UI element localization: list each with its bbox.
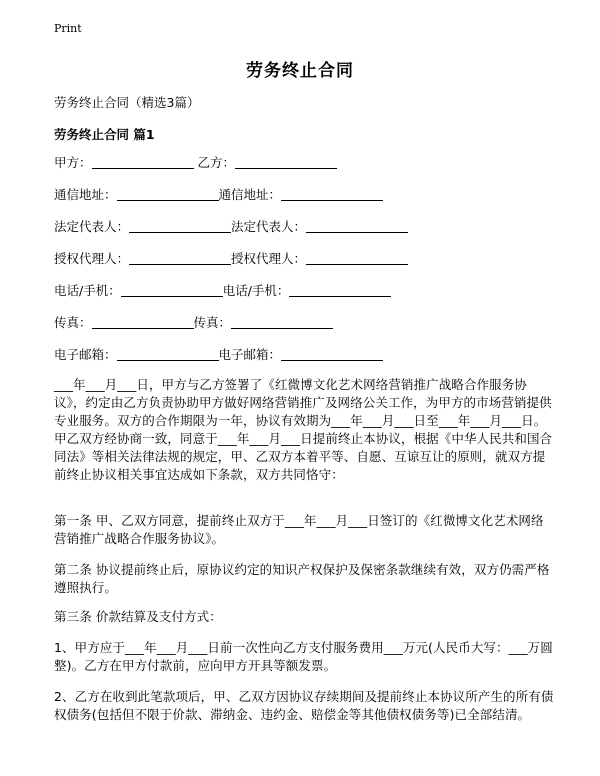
blank-representative-b [306,220,408,233]
paragraph-preamble: ___年___月___日，甲方与乙方签署了《红微博文化艺术网络营销推广战略合作服务协议》，约定由乙方负责协助甲方做好网络营销推广及网络公关工作，为甲方的市场营销提供专业服务。双方的合作期限为一年，协议有效期为___年___月___日至___年___月___日。甲乙双方经协商一致，同意于___年___月___日提前终止本协议，根据《中华人民共和国合同法》等相关法律法规的规定，甲、乙双方本着平等、自愿、互谅互让的原则，就双方提前终止协议相关事宜达成如下条款，双方共同恪守： [54,377,553,482]
paragraph-clause-2: 2、乙方在收到此笔款项后，甲、乙双方因协议存续期间及提前终止本协议所产生的所有债权债务(包括但不限于价款、滞纳金、违约金、赔偿金等其他债权债务等)已全部结清。 [54,689,554,722]
paragraph-article-2: 第二条 协议提前终止后，原协议约定的知识产权保护及保密条款继续有效，双方仍需严格遵照执行。 [54,562,550,595]
field-label-representative-a: 法定代表人： [54,219,130,234]
field-row-agent [54,251,408,267]
blank-phone-b [289,284,391,297]
blank-agent-b [306,252,408,265]
blank-address-a [117,188,219,201]
blank-address-b [281,188,383,201]
print-label: Print [54,22,82,35]
field-label-address-a: 通信地址： [54,187,117,202]
field-label-representative-b: 法定代表人： [231,219,307,234]
field-row-representative [54,219,408,235]
blank-party-b [235,156,337,169]
blank-email-a [117,348,219,361]
document-title: 劳务终止合同 [246,61,354,81]
document-subtitle: 劳务终止合同（精选3篇） [54,95,200,110]
field-label-address-b: 通信地址： [218,187,282,202]
field-label-phone-a: 电话/手机： [54,283,121,298]
field-label-email-a: 电子邮箱： [54,347,117,362]
field-row-email [54,347,383,363]
field-row-phone [54,283,391,299]
blank-agent-a [129,252,231,265]
field-label-party-a: 甲方： [54,155,92,170]
field-row-fax [54,315,333,331]
section-heading: 劳务终止合同 篇1 [54,127,155,142]
blank-phone-a [121,284,223,297]
blank-party-a [92,156,194,169]
field-label-fax-b: 传真： [193,315,232,330]
paragraph-clause-1: 1、甲方应于___年___月___日前一次性向乙方支付服务费用___万元(人民币大写：___万圆整)。乙方在甲方付款前，应向甲方开具等额发票。 [54,640,553,673]
paragraph-article-3: 第三条 价款结算及支付方式： [54,609,222,624]
field-label-fax-a: 传真： [54,315,92,330]
blank-fax-b [231,316,333,329]
field-label-phone-b: 电话/手机： [222,283,290,298]
field-label-email-b: 电子邮箱： [218,347,282,362]
blank-email-b [281,348,383,361]
field-row-party [54,155,337,171]
blank-fax-a [92,316,194,329]
field-label-party-b: 乙方： [197,155,236,170]
field-label-agent-b: 授权代理人： [231,251,307,266]
paragraph-article-1: 第一条 甲、乙双方同意，提前终止双方于___年___月___日签订的《红微博文化艺术网络营销推广战略合作服务协议》。 [54,513,544,546]
field-row-address [54,187,383,203]
blank-representative-a [129,220,231,233]
field-label-agent-a: 授权代理人： [54,251,130,266]
